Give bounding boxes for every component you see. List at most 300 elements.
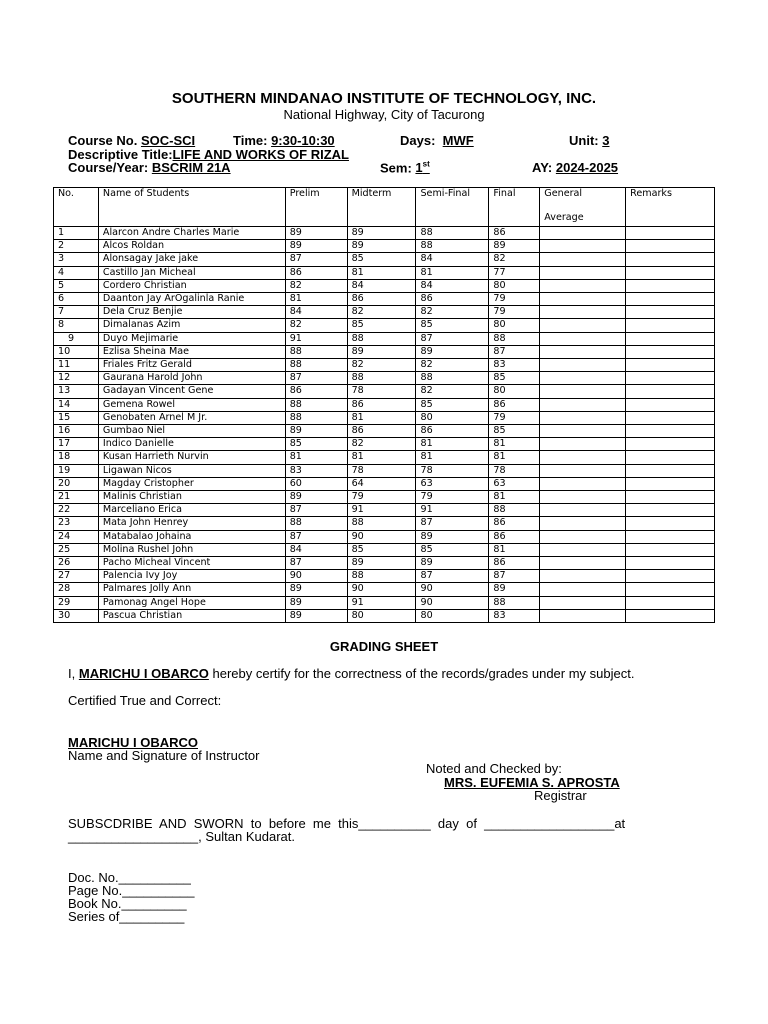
cell-name: Ezlisa Sheina Mae bbox=[98, 345, 285, 358]
cell-general-average bbox=[540, 306, 626, 319]
cell-semi-final: 80 bbox=[416, 411, 489, 424]
unit-label: Unit: bbox=[569, 133, 599, 148]
cell-no: 6 bbox=[54, 293, 99, 306]
cell-midterm: 88 bbox=[347, 517, 416, 530]
cell-remarks bbox=[626, 372, 715, 385]
cell-prelim: 81 bbox=[285, 293, 347, 306]
cell-remarks bbox=[626, 253, 715, 266]
cell-general-average bbox=[540, 530, 626, 543]
cell-midterm: 91 bbox=[347, 504, 416, 517]
cell-general-average bbox=[540, 517, 626, 530]
table-row bbox=[54, 464, 715, 477]
doc-no: Doc. No.__________ bbox=[68, 870, 191, 885]
cell-final: 86 bbox=[489, 517, 540, 530]
header-prelim: Prelim bbox=[285, 188, 347, 227]
cell-final: 86 bbox=[489, 557, 540, 570]
cell-name: Palencia Ivy Joy bbox=[98, 570, 285, 583]
cell-final: 81 bbox=[489, 451, 540, 464]
days bbox=[400, 133, 474, 148]
cell-midterm: 85 bbox=[347, 319, 416, 332]
cell-remarks bbox=[626, 306, 715, 319]
cell-general-average bbox=[540, 543, 626, 556]
cell-remarks bbox=[626, 609, 715, 622]
cell-midterm: 81 bbox=[347, 266, 416, 279]
cell-final: 88 bbox=[489, 332, 540, 345]
cell-semi-final: 90 bbox=[416, 596, 489, 609]
certified-label: Certified True and Correct: bbox=[68, 693, 222, 708]
certify-statement: I, MARICHU I OBARCO hereby certify for the correctness of the records/grades under my subject. bbox=[68, 666, 635, 681]
cell-final: 82 bbox=[489, 253, 540, 266]
cell-name: Matabalao Johaina bbox=[98, 530, 285, 543]
school-name: SOUTHERN MINDANAO INSTITUTE OF TECHNOLOGY, INC. bbox=[171, 90, 597, 107]
cell-name: Pamonag Angel Hope bbox=[98, 596, 285, 609]
descriptive-title-value: LIFE AND WORKS OF RIZAL bbox=[172, 147, 349, 162]
oath-line-1: SUBSCDRIBE AND SWORN to before me this__________ day of __________________at bbox=[68, 816, 626, 831]
cell-final: 88 bbox=[489, 504, 540, 517]
cell-remarks bbox=[626, 319, 715, 332]
cell-prelim: 60 bbox=[285, 477, 347, 490]
cell-semi-final: 85 bbox=[416, 543, 489, 556]
cell-semi-final: 88 bbox=[416, 227, 489, 240]
cell-no: 22 bbox=[54, 504, 99, 517]
page-no: Page No.__________ bbox=[68, 883, 195, 898]
certify-instructor-name: MARICHU I OBARCO bbox=[78, 666, 209, 681]
cell-remarks bbox=[626, 477, 715, 490]
table-row bbox=[54, 372, 715, 385]
table-row bbox=[54, 240, 715, 253]
cell-name: Marceliano Erica bbox=[98, 504, 285, 517]
cell-no: 18 bbox=[54, 451, 99, 464]
cell-general-average bbox=[540, 570, 626, 583]
cell-midterm: 79 bbox=[347, 491, 416, 504]
table-row bbox=[54, 570, 715, 583]
cell-prelim: 90 bbox=[285, 570, 347, 583]
unit bbox=[569, 133, 609, 148]
instructor-signature-name: MARICHU I OBARCO bbox=[68, 735, 198, 750]
cell-final: 86 bbox=[489, 398, 540, 411]
table-row bbox=[54, 332, 715, 345]
cell-final: 89 bbox=[489, 240, 540, 253]
cell-remarks bbox=[626, 557, 715, 570]
table-row bbox=[54, 477, 715, 490]
cell-general-average bbox=[540, 319, 626, 332]
cell-prelim: 84 bbox=[285, 306, 347, 319]
cell-general-average bbox=[540, 240, 626, 253]
cell-final: 83 bbox=[489, 609, 540, 622]
cell-remarks bbox=[626, 411, 715, 424]
cell-general-average bbox=[540, 359, 626, 372]
cell-no: 16 bbox=[54, 425, 99, 438]
semester bbox=[380, 160, 430, 175]
cell-no: 10 bbox=[54, 345, 99, 358]
cell-name: Mata John Henrey bbox=[98, 517, 285, 530]
cell-prelim: 85 bbox=[285, 438, 347, 451]
table-row bbox=[54, 411, 715, 424]
ay-label: AY: bbox=[532, 160, 553, 175]
cell-final: 80 bbox=[489, 385, 540, 398]
cell-no: 11 bbox=[54, 359, 99, 372]
cell-remarks bbox=[626, 530, 715, 543]
cell-general-average bbox=[540, 279, 626, 292]
cell-semi-final: 81 bbox=[416, 451, 489, 464]
cell-no: 28 bbox=[54, 583, 99, 596]
cell-final: 80 bbox=[489, 279, 540, 292]
cell-prelim: 88 bbox=[285, 398, 347, 411]
cell-general-average bbox=[540, 557, 626, 570]
cell-semi-final: 89 bbox=[416, 345, 489, 358]
header-general-average: General Average bbox=[540, 188, 626, 227]
cell-general-average bbox=[540, 477, 626, 490]
cell-midterm: 78 bbox=[347, 385, 416, 398]
header-no: No. bbox=[54, 188, 99, 227]
cell-final: 63 bbox=[489, 477, 540, 490]
cell-final: 87 bbox=[489, 345, 540, 358]
cell-semi-final: 79 bbox=[416, 491, 489, 504]
cell-final: 79 bbox=[489, 306, 540, 319]
cell-no: 7 bbox=[54, 306, 99, 319]
cell-midterm: 64 bbox=[347, 477, 416, 490]
cell-midterm: 90 bbox=[347, 583, 416, 596]
cell-remarks bbox=[626, 240, 715, 253]
cell-general-average bbox=[540, 372, 626, 385]
cell-midterm: 89 bbox=[347, 557, 416, 570]
cell-general-average bbox=[540, 491, 626, 504]
table-row bbox=[54, 438, 715, 451]
table-row bbox=[54, 293, 715, 306]
table-row bbox=[54, 385, 715, 398]
course-year bbox=[68, 160, 231, 175]
cell-prelim: 83 bbox=[285, 464, 347, 477]
cell-final: 86 bbox=[489, 227, 540, 240]
cell-semi-final: 85 bbox=[416, 398, 489, 411]
cell-midterm: 80 bbox=[347, 609, 416, 622]
cell-semi-final: 89 bbox=[416, 530, 489, 543]
cell-general-average bbox=[540, 227, 626, 240]
academic-year bbox=[532, 160, 618, 175]
cell-name: Ligawan Nicos bbox=[98, 464, 285, 477]
cell-remarks bbox=[626, 398, 715, 411]
cell-final: 80 bbox=[489, 319, 540, 332]
cell-semi-final: 78 bbox=[416, 464, 489, 477]
noted-label: Noted and Checked by: bbox=[426, 761, 562, 776]
cell-name: Palmares Jolly Ann bbox=[98, 583, 285, 596]
cell-prelim: 87 bbox=[285, 253, 347, 266]
cell-midterm: 88 bbox=[347, 570, 416, 583]
cell-semi-final: 90 bbox=[416, 583, 489, 596]
cell-semi-final: 88 bbox=[416, 372, 489, 385]
table-row bbox=[54, 517, 715, 530]
cell-name: Duyo Mejimarie bbox=[98, 332, 285, 345]
cell-remarks bbox=[626, 583, 715, 596]
time-value: 9:30-10:30 bbox=[271, 133, 335, 148]
cell-semi-final: 84 bbox=[416, 253, 489, 266]
cell-general-average bbox=[540, 596, 626, 609]
cell-midterm: 89 bbox=[347, 227, 416, 240]
cell-midterm: 88 bbox=[347, 332, 416, 345]
cell-prelim: 81 bbox=[285, 451, 347, 464]
header-final: Final bbox=[489, 188, 540, 227]
table-row bbox=[54, 530, 715, 543]
cell-remarks bbox=[626, 345, 715, 358]
cell-no: 24 bbox=[54, 530, 99, 543]
cell-prelim: 89 bbox=[285, 240, 347, 253]
cell-semi-final: 91 bbox=[416, 504, 489, 517]
table-row bbox=[54, 543, 715, 556]
cell-no: 5 bbox=[54, 279, 99, 292]
series-of: Series of_________ bbox=[68, 909, 185, 924]
header-midterm: Midterm bbox=[347, 188, 416, 227]
cell-general-average bbox=[540, 266, 626, 279]
table-row bbox=[54, 596, 715, 609]
cell-no: 12 bbox=[54, 372, 99, 385]
cell-remarks bbox=[626, 425, 715, 438]
course-year-value: BSCRIM 21A bbox=[151, 160, 231, 175]
cell-general-average bbox=[540, 345, 626, 358]
course-year-label: Course/Year: bbox=[68, 160, 149, 175]
cell-no: 4 bbox=[54, 266, 99, 279]
cell-prelim: 82 bbox=[285, 279, 347, 292]
cell-no: 3 bbox=[54, 253, 99, 266]
cell-midterm: 89 bbox=[347, 240, 416, 253]
sem-label: Sem: bbox=[380, 160, 412, 176]
cell-prelim: 84 bbox=[285, 543, 347, 556]
cell-semi-final: 87 bbox=[416, 570, 489, 583]
cell-semi-final: 81 bbox=[416, 438, 489, 451]
cell-no: 21 bbox=[54, 491, 99, 504]
registrar-name: MRS. EUFEMIA S. APROSTA bbox=[444, 775, 620, 790]
registrar-title: Registrar bbox=[534, 788, 587, 803]
cell-semi-final: 89 bbox=[416, 557, 489, 570]
cell-remarks bbox=[626, 293, 715, 306]
cell-prelim: 89 bbox=[285, 491, 347, 504]
cell-no: 15 bbox=[54, 411, 99, 424]
course-no-value: SOC-SCI bbox=[140, 133, 196, 148]
cell-remarks bbox=[626, 266, 715, 279]
cell-remarks bbox=[626, 227, 715, 240]
sheet-title: GRADING SHEET bbox=[329, 639, 439, 654]
table-row bbox=[54, 583, 715, 596]
cell-midterm: 82 bbox=[347, 359, 416, 372]
cell-name: Alonsagay Jake jake bbox=[98, 253, 285, 266]
cell-name: Indico Danielle bbox=[98, 438, 285, 451]
cell-remarks bbox=[626, 596, 715, 609]
cell-no: 27 bbox=[54, 570, 99, 583]
cell-midterm: 85 bbox=[347, 543, 416, 556]
header-remarks: Remarks bbox=[626, 188, 715, 227]
cell-final: 85 bbox=[489, 372, 540, 385]
table-row bbox=[54, 398, 715, 411]
cell-semi-final: 87 bbox=[416, 332, 489, 345]
sem-value: 1st bbox=[415, 160, 430, 176]
cell-midterm: 78 bbox=[347, 464, 416, 477]
cell-name: Magday Cristopher bbox=[98, 477, 285, 490]
table-row bbox=[54, 253, 715, 266]
cell-prelim: 89 bbox=[285, 596, 347, 609]
cell-general-average bbox=[540, 425, 626, 438]
cell-name: Molina Rushel John bbox=[98, 543, 285, 556]
cell-name: Gumbao Niel bbox=[98, 425, 285, 438]
cell-no: 30 bbox=[54, 609, 99, 622]
cell-semi-final: 85 bbox=[416, 319, 489, 332]
cell-remarks bbox=[626, 279, 715, 292]
grade-rows bbox=[54, 227, 715, 623]
cell-semi-final: 88 bbox=[416, 240, 489, 253]
cell-semi-final: 63 bbox=[416, 477, 489, 490]
cell-name: Kusan Harrieth Nurvin bbox=[98, 451, 285, 464]
cell-midterm: 86 bbox=[347, 425, 416, 438]
cell-no: 13 bbox=[54, 385, 99, 398]
cell-name: Gaurana Harold John bbox=[98, 372, 285, 385]
cell-general-average bbox=[540, 385, 626, 398]
cell-final: 86 bbox=[489, 530, 540, 543]
cell-midterm: 89 bbox=[347, 345, 416, 358]
cell-prelim: 87 bbox=[285, 504, 347, 517]
cell-midterm: 82 bbox=[347, 438, 416, 451]
cell-semi-final: 82 bbox=[416, 306, 489, 319]
cell-final: 81 bbox=[489, 438, 540, 451]
cell-remarks bbox=[626, 570, 715, 583]
cell-no: 14 bbox=[54, 398, 99, 411]
cell-final: 81 bbox=[489, 543, 540, 556]
cell-prelim: 88 bbox=[285, 517, 347, 530]
cell-no: 8 bbox=[54, 319, 99, 332]
table-row bbox=[54, 279, 715, 292]
cell-remarks bbox=[626, 517, 715, 530]
cell-name: Pacho Micheal Vincent bbox=[98, 557, 285, 570]
cell-general-average bbox=[540, 504, 626, 517]
cell-remarks bbox=[626, 451, 715, 464]
cell-no: 20 bbox=[54, 477, 99, 490]
school-address: National Highway, City of Tacurong bbox=[283, 107, 485, 122]
cell-name: Gemena Rowel bbox=[98, 398, 285, 411]
cell-no: 17 bbox=[54, 438, 99, 451]
cell-prelim: 82 bbox=[285, 319, 347, 332]
table-row bbox=[54, 504, 715, 517]
cell-no: 19 bbox=[54, 464, 99, 477]
cell-midterm: 84 bbox=[347, 279, 416, 292]
time bbox=[233, 133, 335, 148]
cell-remarks bbox=[626, 385, 715, 398]
cell-general-average bbox=[540, 293, 626, 306]
cell-name: Daanton Jay ArOgalinla Ranie bbox=[98, 293, 285, 306]
table-row bbox=[54, 491, 715, 504]
instructor-signature-caption: Name and Signature of Instructor bbox=[68, 748, 260, 763]
cell-no: 26 bbox=[54, 557, 99, 570]
cell-general-average bbox=[540, 398, 626, 411]
cell-name: Friales Fritz Gerald bbox=[98, 359, 285, 372]
course-no-label: Course No. bbox=[68, 133, 138, 148]
days-label: Days: bbox=[400, 133, 436, 148]
cell-remarks bbox=[626, 491, 715, 504]
descriptive-title-label: Descriptive Title: bbox=[68, 147, 173, 162]
cell-prelim: 87 bbox=[285, 372, 347, 385]
table-row bbox=[54, 345, 715, 358]
cell-name: Castillo Jan Micheal bbox=[98, 266, 285, 279]
cell-prelim: 88 bbox=[285, 359, 347, 372]
cell-semi-final: 82 bbox=[416, 385, 489, 398]
cell-prelim: 86 bbox=[285, 385, 347, 398]
course-no bbox=[68, 133, 195, 148]
cell-semi-final: 81 bbox=[416, 266, 489, 279]
cell-remarks bbox=[626, 504, 715, 517]
cell-prelim: 87 bbox=[285, 530, 347, 543]
cell-prelim: 89 bbox=[285, 609, 347, 622]
book-no: Book No._________ bbox=[68, 896, 187, 911]
cell-semi-final: 87 bbox=[416, 517, 489, 530]
cell-general-average bbox=[540, 609, 626, 622]
cell-final: 79 bbox=[489, 411, 540, 424]
cell-remarks bbox=[626, 332, 715, 345]
oath-line-2: __________________, Sultan Kudarat. bbox=[68, 829, 295, 844]
table-row bbox=[54, 451, 715, 464]
cell-semi-final: 84 bbox=[416, 279, 489, 292]
cell-final: 88 bbox=[489, 596, 540, 609]
cell-prelim: 91 bbox=[285, 332, 347, 345]
table-row bbox=[54, 609, 715, 622]
cell-prelim: 86 bbox=[285, 266, 347, 279]
cell-semi-final: 82 bbox=[416, 359, 489, 372]
cell-remarks bbox=[626, 543, 715, 556]
cell-final: 83 bbox=[489, 359, 540, 372]
cell-midterm: 86 bbox=[347, 398, 416, 411]
grades-table bbox=[53, 187, 715, 623]
cell-semi-final: 80 bbox=[416, 609, 489, 622]
cell-midterm: 88 bbox=[347, 372, 416, 385]
time-label: Time: bbox=[233, 133, 268, 148]
cell-final: 89 bbox=[489, 583, 540, 596]
cell-name: Malinis Christian bbox=[98, 491, 285, 504]
cell-general-average bbox=[540, 464, 626, 477]
cell-no: 2 bbox=[54, 240, 99, 253]
cell-name: Dela Cruz Benjie bbox=[98, 306, 285, 319]
cell-remarks bbox=[626, 464, 715, 477]
cell-general-average bbox=[540, 451, 626, 464]
cell-prelim: 89 bbox=[285, 583, 347, 596]
header-name: Name of Students bbox=[98, 188, 285, 227]
cell-name: Alarcon Andre Charles Marie bbox=[98, 227, 285, 240]
cell-general-average bbox=[540, 438, 626, 451]
cell-name: Cordero Christian bbox=[98, 279, 285, 292]
cell-general-average bbox=[540, 411, 626, 424]
cell-final: 85 bbox=[489, 425, 540, 438]
table-header-row bbox=[54, 188, 715, 227]
cell-midterm: 91 bbox=[347, 596, 416, 609]
cell-name: Gadayan Vincent Gene bbox=[98, 385, 285, 398]
cell-midterm: 85 bbox=[347, 253, 416, 266]
table-row bbox=[54, 227, 715, 240]
cell-no: 25 bbox=[54, 543, 99, 556]
unit-value: 3 bbox=[602, 133, 610, 148]
cell-general-average bbox=[540, 583, 626, 596]
cell-prelim: 89 bbox=[285, 227, 347, 240]
cell-midterm: 82 bbox=[347, 306, 416, 319]
cell-name: Alcos Roldan bbox=[98, 240, 285, 253]
cell-general-average bbox=[540, 332, 626, 345]
table-row bbox=[54, 359, 715, 372]
cell-prelim: 88 bbox=[285, 411, 347, 424]
cell-final: 79 bbox=[489, 293, 540, 306]
cell-general-average bbox=[540, 253, 626, 266]
cell-semi-final: 86 bbox=[416, 293, 489, 306]
cell-no: 23 bbox=[54, 517, 99, 530]
table-row bbox=[54, 319, 715, 332]
table-row bbox=[54, 557, 715, 570]
cell-name: Genobaten Arnel M Jr. bbox=[98, 411, 285, 424]
cell-final: 78 bbox=[489, 464, 540, 477]
cell-prelim: 88 bbox=[285, 345, 347, 358]
cell-midterm: 81 bbox=[347, 451, 416, 464]
cell-midterm: 90 bbox=[347, 530, 416, 543]
